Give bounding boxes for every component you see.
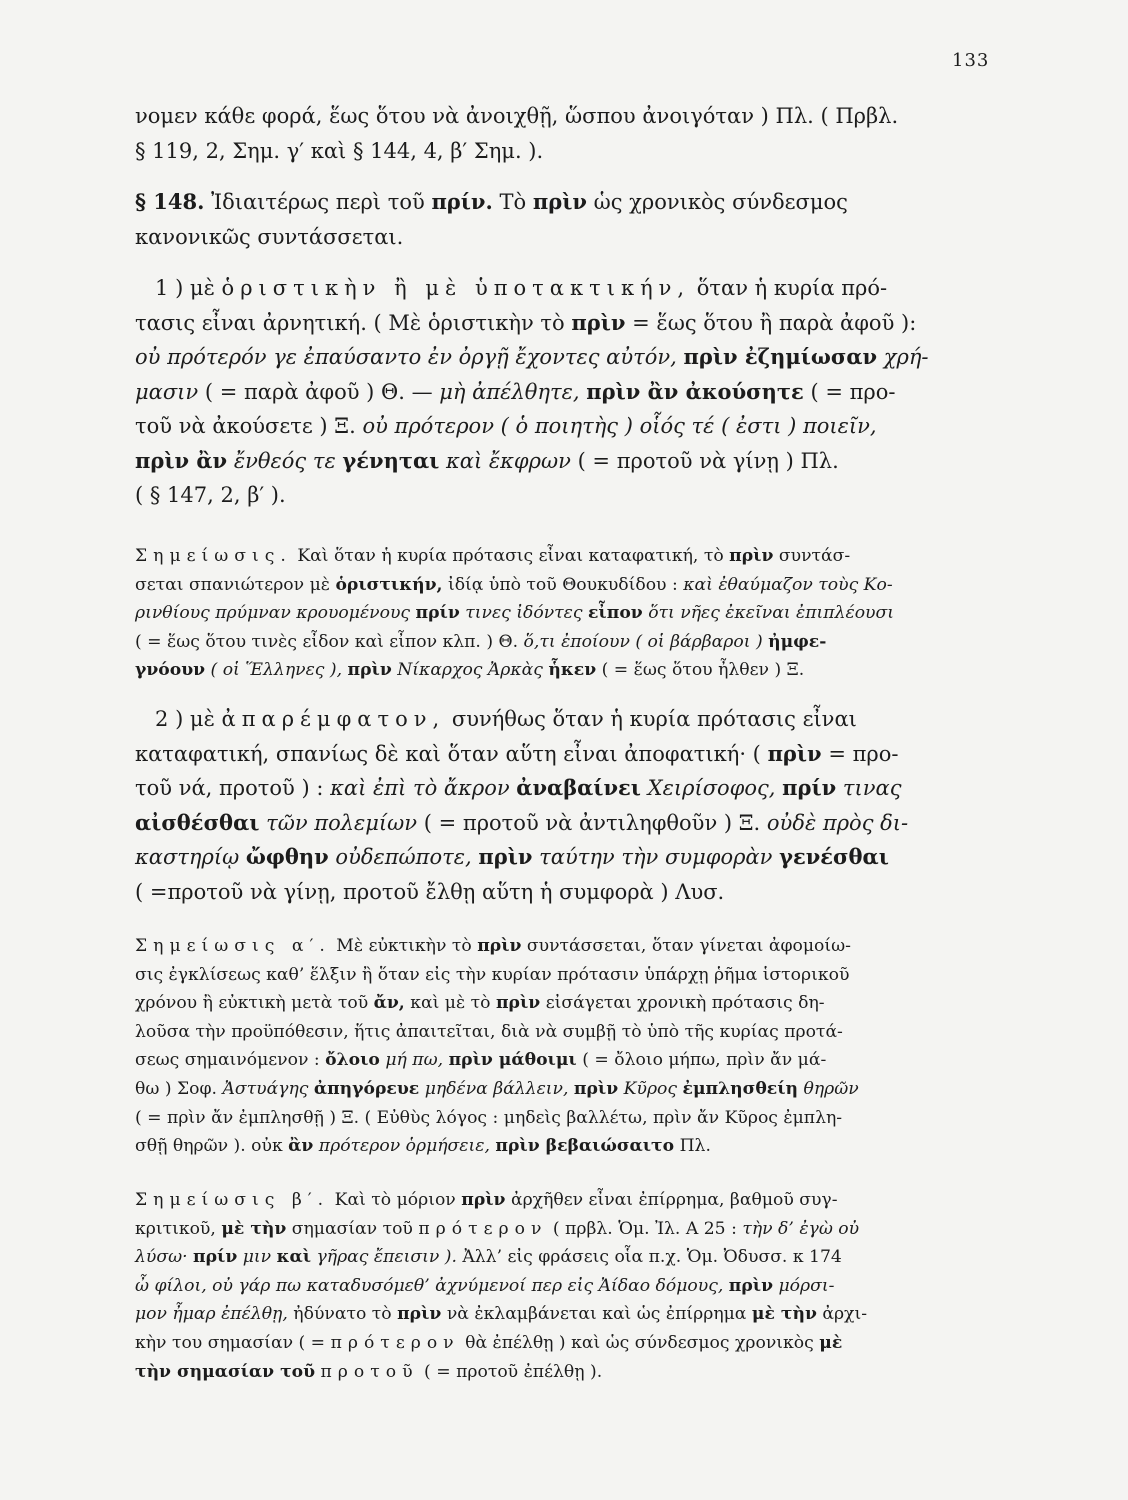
text-run: νὰ ἐκλαμβάνεται καὶ ὡς ἐπίρρημα (446, 1304, 747, 1325)
italic-quote: οὐδὲ πρὸς δι- (766, 810, 909, 835)
text-run: συνήθως ὅταν ἡ κυρία πρότασις εἶναι (451, 707, 857, 731)
italic-quote: οὐδεπώποτε, (335, 845, 472, 869)
text-run: κριτικοῦ, (135, 1218, 216, 1239)
italic-quote: καὶ ἐπὶ τὸ ἄκρον (330, 776, 510, 800)
text-line (135, 1272, 995, 1301)
bold-term: ἄν, (373, 993, 405, 1014)
text-run: Μὲ εὐκτικὴν τὸ (336, 936, 472, 956)
text-line: § 119, 2, Σημ. γ′ καὶ § 144, 4, β′ Σημ. ). (135, 138, 544, 163)
paragraph-2 (135, 702, 995, 909)
italic-quote: πρότερον ὁρμήσειε, (318, 1136, 490, 1157)
text-line (135, 271, 995, 306)
bold-term: πρὶν ἂν ἀκούσητε (586, 378, 804, 404)
spaced-term: πρότερον (330, 1332, 460, 1353)
text-line (135, 702, 995, 737)
spaced-term: πρότερον (418, 1218, 548, 1239)
text-line (135, 1300, 995, 1329)
bold-term: ἀπηγόρευε (313, 1078, 420, 1099)
bold-term: ἂν (288, 1136, 314, 1157)
italic-quote: μόρσι- (778, 1275, 835, 1296)
note-3 (135, 1186, 995, 1386)
text-run: Ἀλλ’ εἰς φράσεις οἷα π.χ. Ὁμ. Ὀδυσσ. κ 174 (462, 1247, 842, 1268)
text-line: κανονικῶς συντάσσεται. (135, 224, 404, 249)
text-line (135, 409, 995, 444)
italic-quote: θηρῶν (803, 1078, 859, 1099)
text-run: ἠδύνατο τὸ (293, 1304, 392, 1325)
text-line: ( = πρὶν ἄν ἐμπλησθῇ ) Ξ. ( Εὐθὺς λόγος : μηδεὶς βαλλέτω, πρὶν ἄν Κῦρος ἐμπλη- (135, 1107, 843, 1128)
text-line (135, 628, 995, 657)
bold-term: γενέσθαι (779, 844, 889, 869)
bold-term: εἶπον (587, 603, 643, 624)
text-line (135, 1358, 995, 1387)
text-run: τοῦ νά, προτοῦ ) : (135, 776, 324, 800)
italic-quote: μηδένα βάλλειν, (424, 1078, 569, 1099)
text-run: συντάσσεται, ὅταν γίνεται ἀφομοίω- (526, 936, 851, 956)
text-line (135, 1132, 995, 1161)
text-line (135, 444, 995, 479)
bold-term: ὤφθην (245, 844, 329, 869)
italic-quote: μιν (242, 1247, 272, 1268)
bold-term: ἀναβαίνει (516, 775, 641, 800)
text-run: κὴν του σημασίαν ( = (135, 1332, 326, 1353)
text-run: ( = ἕως ὅτου ἦλθεν ) Ξ. (601, 660, 805, 681)
text-line (135, 1075, 995, 1104)
bold-term: πρὶν (477, 936, 522, 956)
text-run: ὡς χρονικὸς σύνδεσμος (593, 190, 848, 214)
italic-quote: ὦ φίλοι, οὐ γάρ πω καταδυσόμεθ’ ἀχνύμενοί περ εἰς Ἀίδαο δόμους, (135, 1275, 724, 1296)
bold-term: πρὶν (495, 993, 541, 1014)
text-run: ἀρχι- (822, 1304, 868, 1325)
text-line (135, 306, 995, 341)
text-run: σημασίαν τοῦ (291, 1218, 413, 1239)
bold-term: μὲ τὴν (751, 1304, 817, 1325)
text-line (135, 542, 995, 571)
italic-quote: τινας (842, 776, 902, 800)
text-line (135, 340, 995, 375)
spaced-term: Σημείωσις. (135, 546, 292, 566)
italic-quote: καὶ ἐθαύμαζον τοὺς Κο- (683, 574, 893, 595)
italic-quote: Νίκαρχος Ἀρκὰς (397, 660, 543, 681)
text-run: Καὶ τὸ μόριον (334, 1190, 456, 1210)
italic-quote: Κῦρος (623, 1078, 678, 1099)
italic-quote: οὐ πρότερόν γε ἐπαύσαντο ἐν ὀργῇ ἔχοντες αὐτόν, (135, 345, 677, 369)
text-line: σις ἐγκλίσεως καθ’ ἕλξιν ἢ ὅταν εἰς τὴν κυρίαν πρότασιν ὑπάρχῃ ῥῆμα ἱστορικοῦ (135, 964, 850, 985)
bold-term: πρίν. (431, 189, 493, 214)
bold-term: πρὶν (571, 309, 626, 335)
bold-term: πρὶν (347, 660, 392, 681)
note-2 (135, 932, 995, 1161)
text-run: εἰσάγεται χρονικὴ πρότασις δη- (545, 993, 825, 1014)
text-line: νομεν κάθε φορά, ἕως ὅτου νὰ ἀνοιχθῇ, ὥσπου ἀνοιγόταν ) Πλ. ( Πρβλ. (135, 104, 899, 128)
italic-quote: τινες ἰδόντες (465, 603, 583, 624)
italic-quote: χρή- (883, 345, 929, 369)
bold-term: τὴν σημασίαν τοῦ (135, 1361, 316, 1382)
bold-term: πρὶν μάθοιμι (448, 1050, 577, 1071)
text-run: σθῇ θηρῶν ). οὐκ (135, 1136, 283, 1157)
bold-term: γένηται (342, 447, 440, 473)
text-run: ( = προ- (810, 379, 896, 404)
text-run: ( πρβλ. Ὁμ. Ἰλ. Α 25 : (552, 1218, 737, 1239)
spaced-term: Σημείωσις β′. (135, 1190, 330, 1210)
text-run: Καὶ ὅταν ἡ κυρία πρότασις εἶναι καταφατική, τὸ (297, 546, 724, 566)
text-run: 2 ) μὲ (155, 707, 215, 731)
text-run: ( = ὄλοιο μήπω, πρὶν ἄν μά- (582, 1050, 827, 1071)
bold-term: αἰσθέσθαι (135, 809, 260, 835)
bold-term: καὶ (276, 1247, 312, 1268)
text-run: Πλ. (679, 1136, 711, 1157)
italic-quote: ὅ,τι ἐποίουν ( οἱ βάρβαροι ) (523, 631, 763, 652)
bold-term: πρίν (193, 1247, 238, 1268)
text-run: ( = παρὰ ἀφοῦ ) Θ. — (204, 379, 433, 404)
italic-quote: ὅτι νῆες ἐκεῖναι ἐπιπλέουσι (648, 603, 894, 624)
spaced-term: Σημείωσις α′. (135, 936, 331, 956)
bold-term: μὲ (819, 1332, 843, 1353)
italic-quote: ἔνθεός τε (233, 448, 336, 473)
text-run: θω ) Σοφ. (135, 1078, 217, 1099)
text-line (135, 656, 995, 685)
text-run: θὰ ἐπέλθῃ ) καὶ ὡς σύνδεσμος χρονικὸς (465, 1332, 814, 1353)
bold-term: πρὶν (397, 1304, 442, 1325)
text-run: Ἰδιαιτέρως περὶ τοῦ (211, 190, 425, 214)
bold-term: πρὶν ἂν (135, 447, 228, 473)
text-line (135, 806, 995, 841)
note-1 (135, 542, 995, 685)
bold-term: ἐμπλησθείη (682, 1078, 799, 1099)
bold-term: πρὶν (729, 546, 774, 566)
text-run: ( = προτοῦ ἐπέλθῃ ). (424, 1361, 603, 1382)
text-run: συντάσ- (778, 546, 851, 566)
section-number: § 148. (135, 189, 205, 214)
italic-quote: ταύτην τὴν συμφορὰν (539, 845, 773, 869)
italic-quote: καστηρίῳ (135, 845, 240, 869)
italic-quote: ρινθίους πρύμναν κρουομένους (135, 603, 411, 624)
text-line: ( =προτοῦ νὰ γίνῃ, προτοῦ ἔλθῃ αὕτη ἡ συμφορὰ ) Λυσ. (135, 879, 725, 904)
text-line (135, 771, 995, 806)
text-line (135, 737, 995, 772)
text-run: τοῦ νὰ ἀκούσετε ) Ξ. (135, 414, 356, 438)
italic-quote: καὶ ἔκφρων (446, 448, 571, 473)
bold-term: ἠμφε- (768, 631, 827, 652)
italic-quote: τῶν πολεμίων (266, 810, 418, 835)
text-run: ( = προτοῦ νὰ ἀντιληφθοῦν ) Ξ. (423, 810, 761, 835)
spaced-term: προτοῦ (320, 1361, 419, 1382)
text-run: καὶ μὲ τὸ (410, 993, 491, 1014)
bold-term: πρίν (782, 775, 837, 800)
italic-quote: μὴ ἀπέλθητε, (439, 379, 580, 404)
italic-quote: μον ἦμαρ ἐπέλθῃ, (135, 1304, 288, 1325)
bold-term: γνόουν (135, 660, 206, 681)
text-run: Τὸ (499, 190, 527, 214)
bold-term: πρὶν ἐζημίωσαν (683, 344, 878, 369)
italic-quote: γῆρας ἔπεισιν ). (316, 1247, 457, 1268)
bold-term: ὄλοιο (325, 1050, 380, 1071)
text-line (135, 375, 995, 410)
text-line (135, 932, 995, 961)
text-line (135, 989, 995, 1018)
italic-quote: λύσω· (135, 1247, 188, 1268)
italic-quote: τὴν δ’ ἐγὼ οὐ (742, 1218, 860, 1239)
text-line (135, 1046, 995, 1075)
bold-term: ἧκεν (548, 660, 597, 681)
text-run: 1 ) μὲ (155, 276, 215, 300)
text-line (135, 1329, 995, 1358)
bold-term: πρὶν (532, 189, 587, 214)
page-number: 133 (952, 50, 990, 71)
text-run: ( = προτοῦ νὰ γίνῃ ) Πλ. (577, 448, 839, 473)
bold-term: ὁριστικήν, (335, 574, 443, 595)
italic-quote: Χειρίσοφος, (647, 776, 776, 800)
text-line (135, 1186, 995, 1215)
text-line (135, 571, 995, 600)
text-run: = προ- (828, 741, 899, 766)
text-run: χρόνου ἢ εὐκτικὴ μετὰ τοῦ (135, 993, 369, 1014)
text-line (135, 1243, 995, 1272)
italic-quote: Ἀστυάγης (222, 1078, 309, 1099)
bold-term: πρὶν (767, 740, 822, 766)
italic-quote: μασιν (135, 379, 199, 404)
bold-term: πρὶν βεβαιώσαιτο (495, 1136, 675, 1157)
text-run: ὅταν ἡ κυρία πρό- (696, 276, 888, 300)
paragraph-1 (135, 271, 995, 513)
bold-term: πρὶν (573, 1078, 619, 1099)
text-line: λοῦσα τὴν προϋπόθεσιν, ἥτις ἀπαιτεῖται, διὰ νὰ συμβῇ τὸ ὑπὸ τῆς κυρίας προτά- (135, 1021, 843, 1042)
text-line (135, 840, 995, 875)
section-148-heading (135, 185, 995, 254)
spaced-term: ὁριστικὴν ἢ μὲ ὑποτακτικήν, (221, 276, 691, 300)
text-line (135, 599, 995, 628)
text-line: ( § 147, 2, β′ ). (135, 483, 286, 507)
text-run: σεως σημαινόμενον : (135, 1050, 320, 1071)
text-line (135, 1215, 995, 1244)
text-run: καταφατική, σπανίως δὲ καὶ ὅταν αὕτη εἶναι ἀποφατική· ( (135, 741, 761, 766)
bold-term: πρὶν (478, 844, 533, 869)
text-run: ἀρχῆθεν εἶναι ἐπίρρημα, βαθμοῦ συγ- (510, 1190, 838, 1210)
bold-term: πρὶν (461, 1190, 506, 1210)
bold-term: πρίν (415, 603, 460, 624)
spaced-term: ἀπαρέμφατον, (221, 707, 446, 731)
text-run: ( = ἕως ὅτου τινὲς εἶδον καὶ εἶπον κλπ. ) Θ. (135, 631, 519, 652)
bold-term: πρὶν (728, 1275, 774, 1296)
text-run: τασις εἶναι ἀρνητική. ( Μὲ ὁριστικὴν τὸ (135, 310, 565, 335)
text-line (135, 185, 995, 220)
text-run: ἰδίᾳ ὑπὸ τοῦ Θουκυδίδου : (447, 574, 678, 595)
bold-term: μὲ τὴν (221, 1218, 287, 1239)
continuation-paragraph (135, 99, 995, 168)
italic-quote: οὐ πρότερον ( ὁ ποιητὴς ) οἷός τέ ( ἐστι ) ποιεῖν, (362, 414, 877, 438)
text-run: σεται σπανιώτερον μὲ (135, 574, 330, 595)
italic-quote: ( οἱ Ἕλληνες ), (210, 660, 343, 681)
italic-quote: μή πω, (385, 1050, 444, 1071)
text-run: = ἕως ὅτου ἢ παρὰ ἀφοῦ ): (632, 310, 917, 335)
